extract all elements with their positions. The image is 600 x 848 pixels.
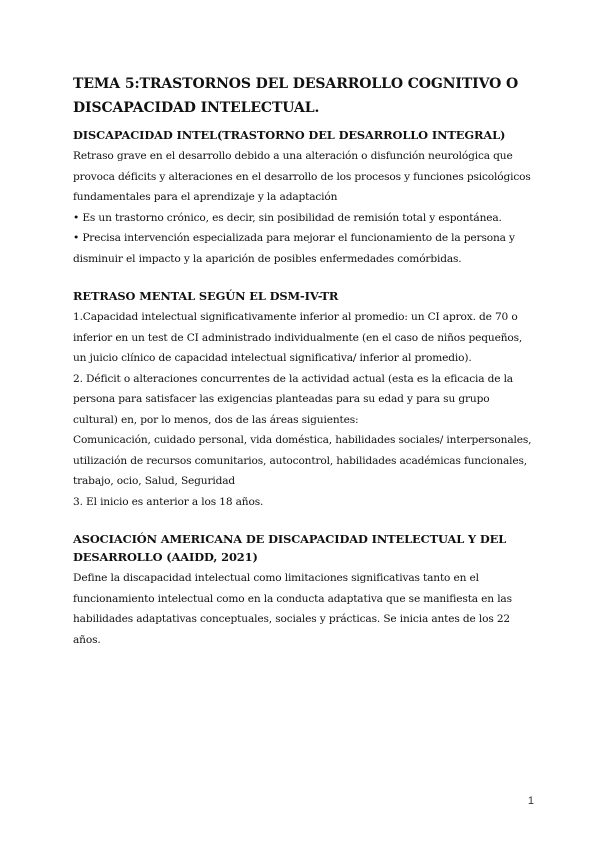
paragraph: 2. Déficit o alteraciones concurrentes de la actividad actual (esta es la eficacia de la persona para satisfacer las exigencias planteadas para su edad y para su grupo cultural) en, por lo menos, dos de las áreas siguientes:: [73, 372, 513, 426]
document-content: [73, 72, 533, 668]
bullet-item: • Es un trastorno crónico, es decir, sin posibilidad de remisión total y espontánea.: [73, 211, 502, 224]
section-aaidd: [73, 530, 533, 650]
document-title: TEMA 5:TRASTORNOS DEL DESARROLLO COGNITIVO O DISCAPACIDAD INTELECTUAL.: [73, 76, 519, 116]
paragraph: 3. El inicio es anterior a los 18 años.: [73, 495, 264, 508]
section-dsm-iv-tr: [73, 287, 533, 512]
paragraph: Define la discapacidad intelectual como limitaciones significativas tanto en el funcionamiento intelectual como en la conducta adaptativa que se manifiesta en las habilidades adaptativas conceptuales, sociales y prácticas. Se inicia antes de los 22 años.: [73, 572, 512, 646]
section-heading: ASOCIACIÓN AMERICANA DE DISCAPACIDAD INTELECTUAL Y DEL DESARROLLO (AAIDD, 2021): [73, 532, 507, 564]
paragraph: Comunicación, cuidado personal, vida doméstica, habilidades sociales/ interpersonales, utilización de recursos comunitarios, autocontrol, habilidades académicas funcionales, trabajo, ocio, Salud, Seguridad: [73, 434, 532, 487]
section-heading: DISCAPACIDAD INTEL(TRASTORNO DEL DESARROLLO INTEGRAL): [73, 128, 506, 142]
paragraph: 1.Capacidad intelectual significativamente inferior al promedio: un CI aprox. de 70 o inferior en un test de CI administrado individualmente (en el caso de niños pequeños, un juicio clínico de capacidad intelectual significativa/ inferior al promedio).: [73, 311, 523, 364]
bullet-item: • Precisa intervención especializada para mejorar el funcionamiento de la persona y disminuir el impacto y la aparición de posibles enfermedades comórbidas.: [73, 232, 515, 265]
section-discapacidad-intelectual: [73, 126, 533, 269]
paragraph: Retraso grave en el desarrollo debido a una alteración o disfunción neurológica que provoca déficits y alteraciones en el desarrollo de los procesos y funciones psicológicos fundamentales para el aprendizaje y la adaptación: [73, 150, 531, 203]
page-number: 1: [527, 795, 534, 807]
section-heading: RETRASO MENTAL SEGÚN EL DSM-IV-TR: [73, 289, 339, 303]
